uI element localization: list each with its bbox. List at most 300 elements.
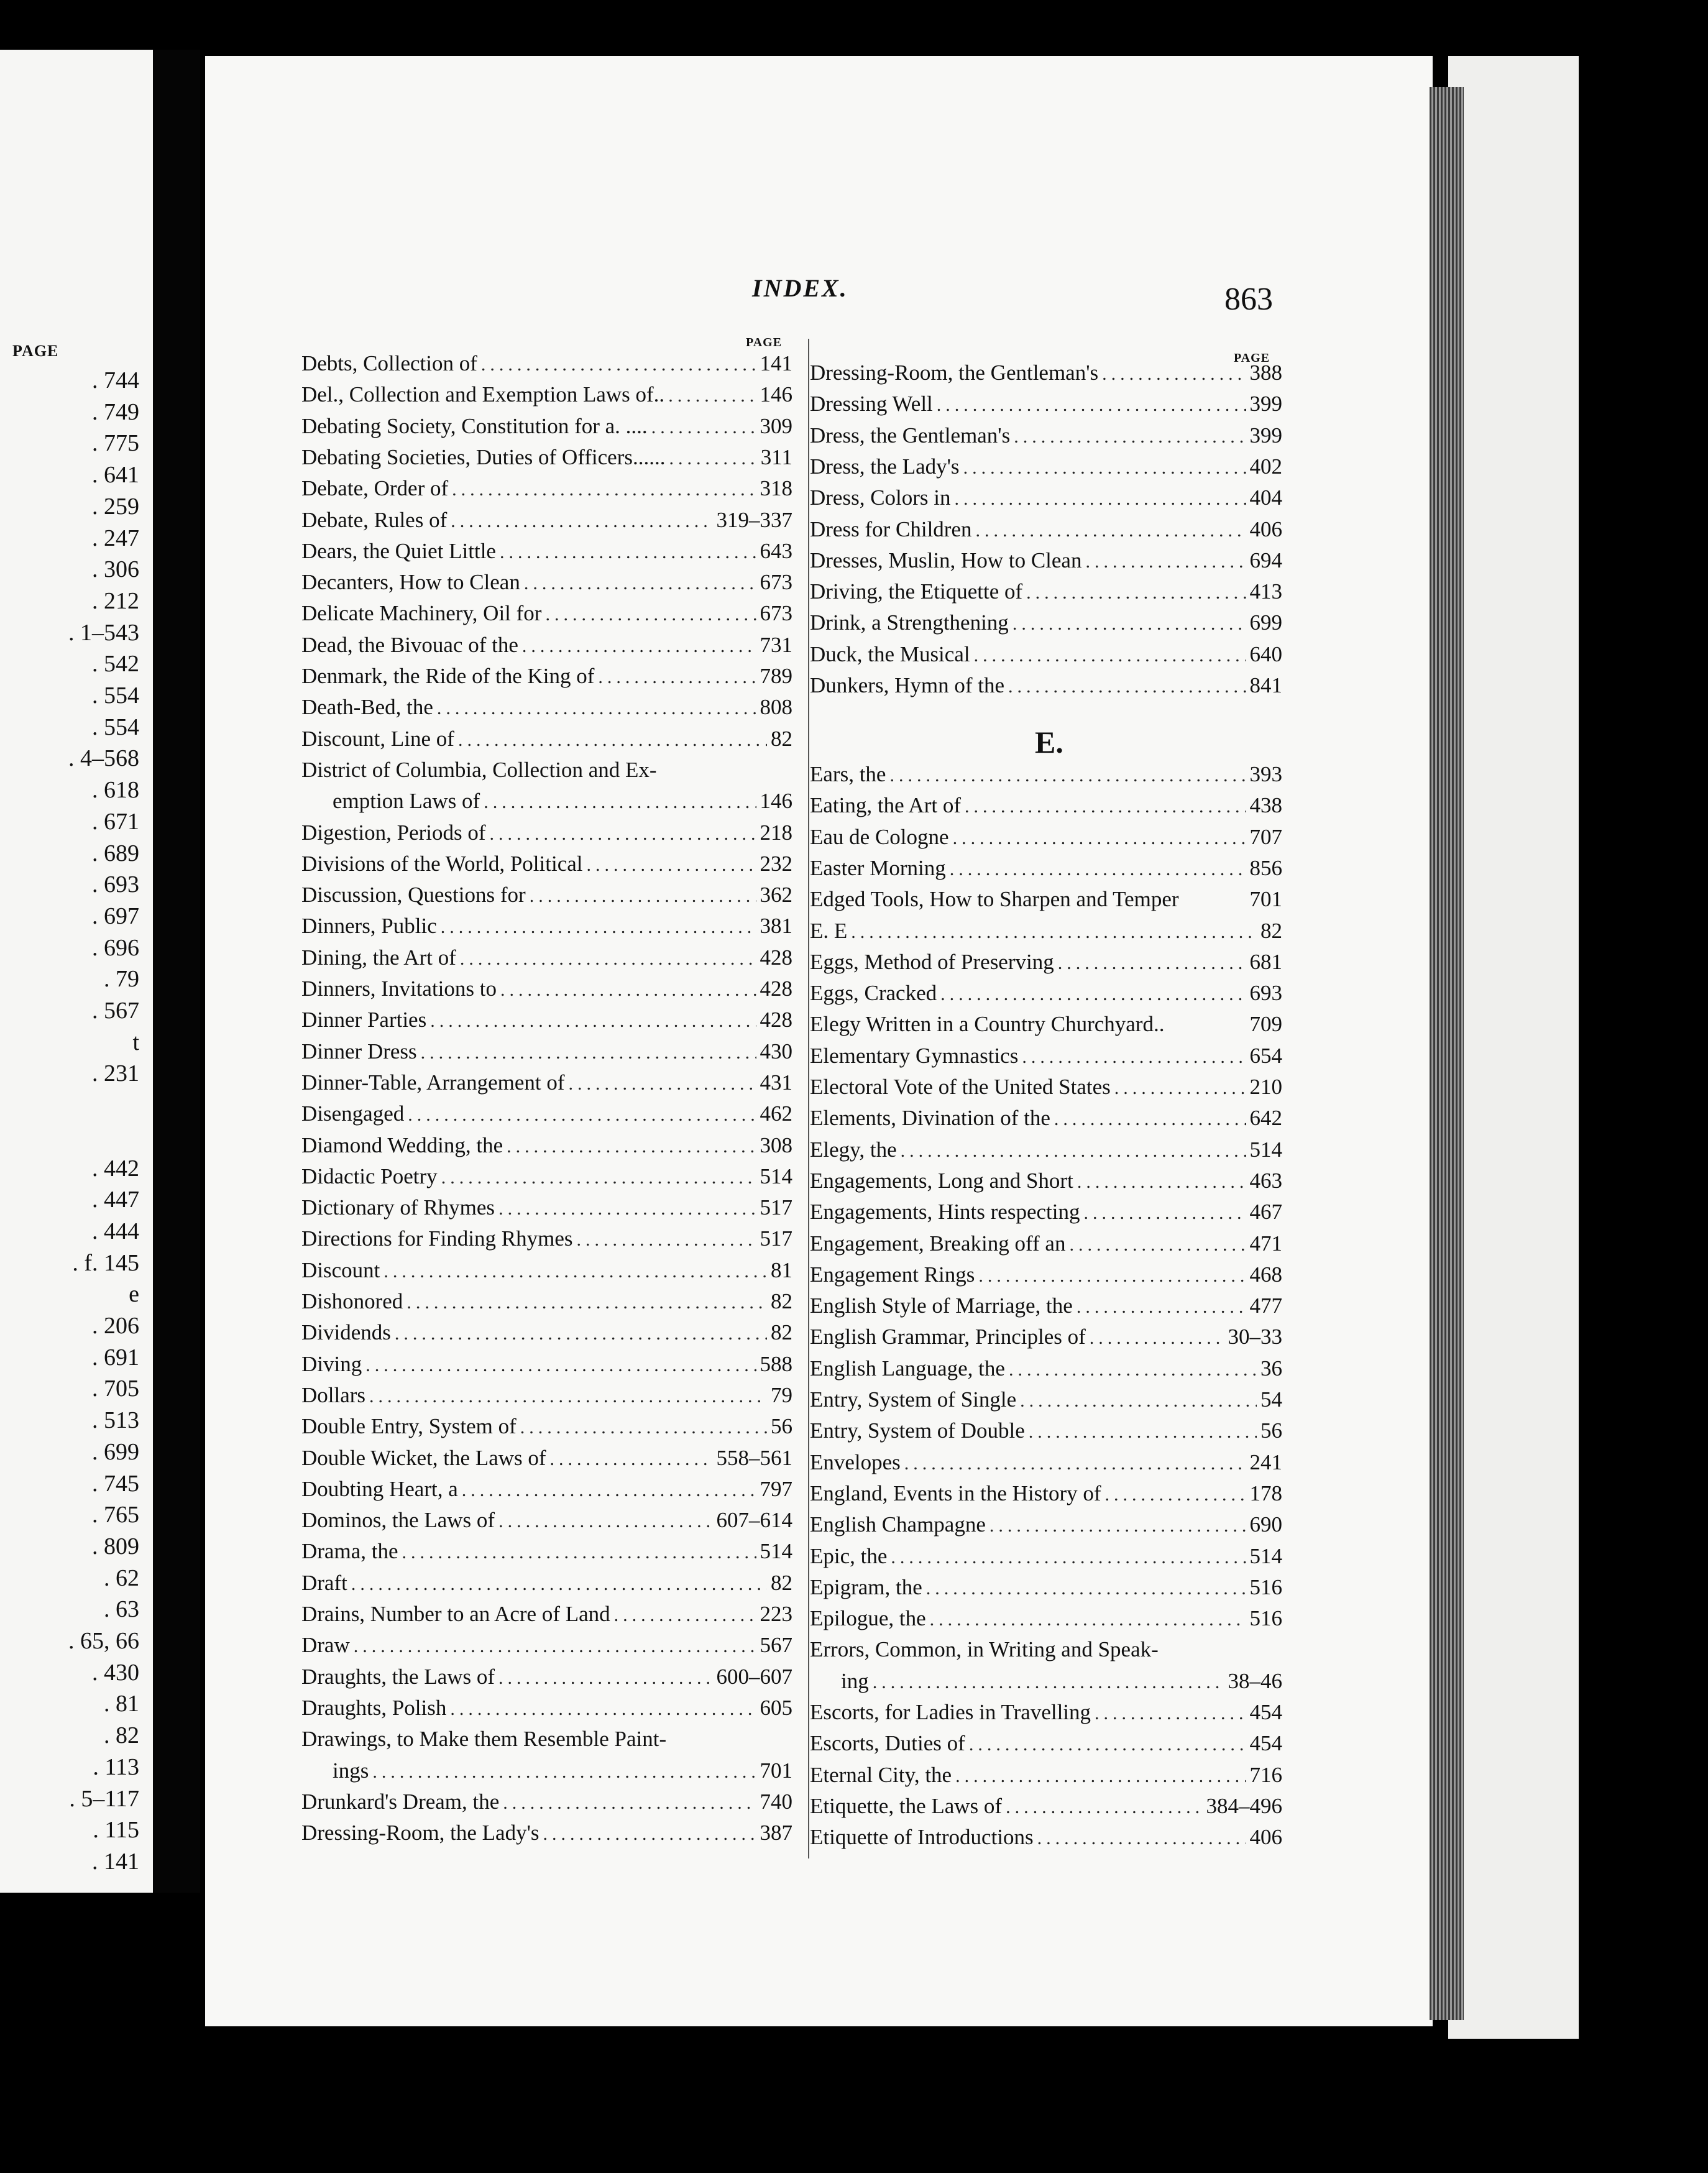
entry-label: Easter Morning xyxy=(810,855,946,880)
dot-leader xyxy=(408,1100,756,1131)
index-entry xyxy=(810,639,1282,670)
index-entry xyxy=(301,973,792,1004)
entry-page-number: 517 xyxy=(760,1195,792,1220)
dot-leader xyxy=(452,474,756,505)
index-entry xyxy=(810,1728,1282,1759)
entry-page-number: 428 xyxy=(760,945,792,970)
entry-label: Etiquette, the Laws of xyxy=(810,1793,1003,1818)
facing-page-number: . f. 145 xyxy=(72,1249,139,1276)
dot-leader xyxy=(437,693,756,724)
dot-leader xyxy=(1083,1198,1246,1229)
entry-page-number: 399 xyxy=(1249,392,1282,416)
entry-page-number: 406 xyxy=(1249,517,1282,541)
entry-label: Drink, a Strengthening xyxy=(810,610,1009,635)
facing-page-number: . 113 xyxy=(93,1753,139,1780)
entry-page-number: 467 xyxy=(1249,1200,1282,1224)
index-entry xyxy=(810,916,1282,947)
dot-leader xyxy=(520,1412,767,1443)
dot-leader xyxy=(490,819,756,850)
dot-leader xyxy=(1037,1823,1246,1854)
index-entry xyxy=(810,1009,1282,1040)
dot-leader xyxy=(587,850,756,881)
entry-page-number: 841 xyxy=(1249,673,1282,697)
index-entry xyxy=(301,1568,792,1599)
facing-page-number: . 141 xyxy=(92,1848,139,1875)
facing-page-number: . 430 xyxy=(92,1659,139,1686)
index-entry xyxy=(810,1634,1282,1665)
dot-leader xyxy=(889,760,1246,791)
facing-page-number: . 542 xyxy=(92,651,139,678)
entry-label: Debating Societies, Duties of Officers...... xyxy=(301,444,666,469)
dot-leader xyxy=(976,515,1246,546)
dot-leader xyxy=(937,390,1246,421)
entry-label: Delicate Machinery, Oil for xyxy=(301,601,542,626)
dot-leader xyxy=(430,1006,756,1037)
entry-label: Didactic Poetry xyxy=(301,1164,438,1188)
entry-page-number: 808 xyxy=(760,695,792,720)
facing-page-number: . 809 xyxy=(92,1533,139,1560)
dot-leader xyxy=(950,854,1246,885)
facing-page-number: . 513 xyxy=(92,1407,139,1434)
entry-label: Drunkard's Dream, the xyxy=(301,1789,500,1814)
entry-page-number: 699 xyxy=(1249,610,1282,635)
dot-leader xyxy=(503,1788,756,1819)
entry-page-number: 588 xyxy=(760,1351,792,1376)
facing-page-number: . 212 xyxy=(92,587,139,614)
index-entry xyxy=(301,379,792,410)
dot-leader xyxy=(500,975,756,1006)
dot-leader xyxy=(421,1037,756,1068)
entry-page-number: 82 xyxy=(771,1570,792,1595)
index-entry xyxy=(810,1572,1282,1603)
entry-label: Discount, Line of xyxy=(301,726,454,751)
facing-page-number: . 744 xyxy=(92,367,139,393)
index-entry xyxy=(810,1666,1282,1697)
entry-label: Debate, Rules of xyxy=(301,507,448,532)
dot-leader xyxy=(484,787,756,818)
entry-label: Elementary Gymnastics xyxy=(810,1043,1019,1068)
dot-leader xyxy=(369,1381,767,1412)
entry-label: Debate, Order of xyxy=(301,476,449,501)
entry-page-number: 430 xyxy=(760,1039,792,1064)
index-entry xyxy=(301,880,792,911)
entry-label: Discount xyxy=(301,1257,380,1282)
entry-page-number: 30–33 xyxy=(1228,1325,1282,1349)
entry-label: England, Events in the History of xyxy=(810,1481,1101,1505)
entry-page-number: 218 xyxy=(760,820,792,845)
facing-page-number: . 306 xyxy=(92,556,139,583)
index-entry xyxy=(301,817,792,848)
dot-leader xyxy=(1085,546,1246,577)
dot-leader xyxy=(1095,1698,1246,1729)
dot-leader xyxy=(543,1819,756,1850)
dot-leader xyxy=(383,1256,767,1287)
entry-label: Dishonored xyxy=(301,1289,403,1313)
entry-label: Electoral Vote of the United States xyxy=(810,1075,1111,1099)
index-entry xyxy=(810,1822,1282,1853)
facing-page-number: . 671 xyxy=(92,808,139,835)
entry-page-number: 81 xyxy=(771,1257,792,1282)
index-entry xyxy=(301,1286,792,1317)
entry-page-number: 56 xyxy=(771,1414,792,1439)
index-entry xyxy=(810,978,1282,1009)
index-entry xyxy=(301,1724,792,1755)
entry-page-number: 516 xyxy=(1249,1606,1282,1631)
entry-label: Dresses, Muslin, How to Clean xyxy=(810,548,1082,572)
index-entry xyxy=(301,755,792,786)
entry-label: Dress, Colors in xyxy=(810,485,951,510)
facing-page-number: . 567 xyxy=(92,998,139,1024)
index-entry xyxy=(810,1103,1282,1134)
entry-page-number: 673 xyxy=(760,570,792,595)
index-entry xyxy=(810,420,1282,451)
facing-page-number: . 693 xyxy=(92,871,139,898)
dot-leader xyxy=(500,537,756,568)
index-entry xyxy=(810,670,1282,701)
dot-leader xyxy=(458,725,767,756)
dot-leader xyxy=(1090,1323,1224,1354)
dot-leader xyxy=(873,1667,1224,1698)
dot-leader xyxy=(462,1475,756,1506)
entry-page-number: 36 xyxy=(1260,1356,1282,1381)
dot-leader xyxy=(1077,1167,1246,1198)
facing-page-number: . 749 xyxy=(92,398,139,425)
entry-page-number: 690 xyxy=(1249,1512,1282,1537)
index-entry xyxy=(810,853,1282,884)
entry-label: Eggs, Method of Preserving xyxy=(810,949,1054,974)
section-letter-e: E. xyxy=(1035,725,1063,760)
entry-page-number: 643 xyxy=(760,538,792,563)
entry-page-number: 514 xyxy=(1249,1137,1282,1162)
entry-label: Discussion, Questions for xyxy=(301,883,526,907)
index-entry xyxy=(301,724,792,755)
index-entry xyxy=(810,545,1282,576)
entry-label: Draughts, the Laws of xyxy=(301,1664,495,1689)
entry-page-number: 654 xyxy=(1249,1043,1282,1068)
entry-page-number: 797 xyxy=(760,1476,792,1501)
facing-page-number: . 554 xyxy=(92,714,139,740)
dot-leader xyxy=(451,506,712,537)
dot-leader xyxy=(545,599,756,630)
entry-label: emption Laws of xyxy=(333,789,480,814)
index-entry xyxy=(301,1380,792,1411)
entry-label: District of Columbia, Collection and Ex- xyxy=(301,757,657,782)
entry-label: Dinner Parties xyxy=(301,1008,427,1032)
entry-label: Dressing-Room, the Gentleman's xyxy=(810,361,1099,385)
entry-page-number: 232 xyxy=(760,851,792,876)
facing-page-number: . 79 xyxy=(104,966,139,993)
entry-page-number: 471 xyxy=(1249,1231,1282,1256)
dot-leader xyxy=(1012,609,1246,640)
dot-leader xyxy=(965,791,1246,822)
entry-page-number: 223 xyxy=(760,1602,792,1626)
entry-page-number: 673 xyxy=(760,601,792,626)
index-entry xyxy=(810,822,1282,853)
next-page-edge xyxy=(1448,56,1579,2039)
facing-page-number: . 4–568 xyxy=(68,745,139,772)
entry-label: Dressing Well xyxy=(810,392,933,416)
entry-label: Engagements, Hints respecting xyxy=(810,1200,1080,1224)
dot-leader xyxy=(668,380,756,411)
dot-leader xyxy=(1102,359,1246,390)
entry-page-number: 388 xyxy=(1249,361,1282,385)
entry-page-number: 319–337 xyxy=(716,507,792,532)
index-entry xyxy=(810,1228,1282,1259)
entry-page-number: 462 xyxy=(760,1101,792,1126)
dot-leader xyxy=(1008,671,1246,702)
dot-leader xyxy=(1077,1292,1246,1323)
index-entry xyxy=(301,505,792,536)
index-entry xyxy=(810,884,1282,915)
index-entry xyxy=(810,482,1282,513)
facing-page-number: . 259 xyxy=(92,493,139,520)
entry-label: Ears, the xyxy=(810,762,886,786)
dot-leader xyxy=(1022,1042,1246,1073)
entry-label: Entry, System of Double xyxy=(810,1418,1025,1443)
entry-page-number: 701 xyxy=(760,1758,792,1783)
entry-page-number: 514 xyxy=(760,1164,792,1188)
facing-page-number: . 442 xyxy=(92,1155,139,1182)
index-entry xyxy=(301,1536,792,1567)
index-entry xyxy=(301,1161,792,1192)
entry-page-number: 431 xyxy=(760,1070,792,1095)
entry-page-number: 82 xyxy=(1260,918,1282,943)
dot-leader xyxy=(1014,421,1246,453)
entry-label: Dinners, Public xyxy=(301,914,437,939)
entry-label: Etiquette of Introductions xyxy=(810,1825,1034,1850)
facing-page-number: . 206 xyxy=(92,1313,139,1339)
entry-label: Engagement, Breaking off an xyxy=(810,1231,1066,1256)
facing-page-number: . 689 xyxy=(92,840,139,866)
entry-page-number: 693 xyxy=(1249,981,1282,1006)
dot-leader xyxy=(365,1350,756,1381)
index-entry xyxy=(301,786,792,817)
entry-page-number: 399 xyxy=(1249,423,1282,448)
entry-page-number: 38–46 xyxy=(1228,1668,1282,1693)
dot-leader xyxy=(904,1448,1246,1479)
dot-leader xyxy=(550,1444,713,1475)
entry-page-number: 642 xyxy=(1249,1106,1282,1131)
entry-label: Double Entry, System of xyxy=(301,1414,517,1439)
index-entry xyxy=(301,1505,792,1536)
entry-page-number: 517 xyxy=(760,1226,792,1251)
dot-leader xyxy=(926,1573,1246,1604)
index-entry xyxy=(301,1411,792,1442)
entry-page-number: 82 xyxy=(771,726,792,751)
facing-page-fragment xyxy=(0,50,153,1893)
index-entry xyxy=(810,1321,1282,1353)
entry-label: Debating Society, Constitution for a. .... xyxy=(301,413,648,438)
entry-label: Dress, the Lady's xyxy=(810,454,960,479)
dot-leader xyxy=(930,1604,1246,1635)
index-entry xyxy=(301,1036,792,1067)
dot-leader xyxy=(577,1224,756,1256)
entry-page-number: 146 xyxy=(760,382,792,407)
index-entry xyxy=(301,411,792,442)
index-entry xyxy=(301,1755,792,1786)
index-entry xyxy=(810,1697,1282,1728)
entry-label: Dunkers, Hymn of the xyxy=(810,673,1005,697)
index-entry xyxy=(301,1630,792,1661)
index-entry xyxy=(301,661,792,692)
index-entry xyxy=(810,1353,1282,1384)
dot-leader xyxy=(1069,1229,1246,1261)
index-entry xyxy=(810,1134,1282,1165)
index-entry xyxy=(301,1067,792,1098)
entry-page-number: 514 xyxy=(760,1539,792,1564)
entry-label: Drama, the xyxy=(301,1539,398,1564)
index-entry xyxy=(301,1004,792,1036)
dot-leader xyxy=(955,484,1246,515)
entry-label: Engagements, Long and Short xyxy=(810,1168,1073,1193)
dot-leader xyxy=(1054,1104,1246,1135)
entry-page-number: 318 xyxy=(760,476,792,501)
entry-label: Del., Collection and Exemption Laws of.. xyxy=(301,382,665,407)
dot-leader xyxy=(940,979,1246,1010)
facing-page-number: . 699 xyxy=(92,1438,139,1465)
entry-label: Driving, the Etiquette of xyxy=(810,579,1023,604)
column2-page-header: PAGE xyxy=(1234,351,1270,365)
dot-leader xyxy=(1105,1479,1246,1510)
index-entry xyxy=(810,388,1282,420)
entry-label: Diving xyxy=(301,1351,362,1376)
facing-page-number: . 697 xyxy=(92,903,139,929)
entry-label: Dictionary of Rhymes xyxy=(301,1195,495,1220)
index-entry xyxy=(810,1791,1282,1822)
entry-page-number: 438 xyxy=(1249,793,1282,818)
entry-page-number: 384–496 xyxy=(1206,1793,1282,1818)
index-entry xyxy=(301,1786,792,1817)
facing-page-header: PAGE xyxy=(12,342,59,360)
entry-label: Dead, the Bivouac of the xyxy=(301,632,518,657)
index-entry xyxy=(301,1693,792,1724)
entry-page-number: 413 xyxy=(1249,579,1282,604)
dot-leader xyxy=(1114,1073,1246,1104)
entry-page-number: 387 xyxy=(760,1821,792,1845)
dot-leader xyxy=(974,640,1246,671)
entry-label: Escorts, Duties of xyxy=(810,1731,965,1756)
dot-leader xyxy=(598,662,756,693)
entry-label: Draughts, Polish xyxy=(301,1695,447,1720)
entry-page-number: 428 xyxy=(760,1008,792,1032)
facing-page-number: e xyxy=(129,1281,139,1308)
dot-leader xyxy=(989,1510,1246,1541)
entry-label: Edged Tools, How to Sharpen and Temper xyxy=(810,887,1179,912)
index-entry xyxy=(301,911,792,942)
dot-leader xyxy=(441,1162,756,1193)
index-entry xyxy=(301,1349,792,1380)
dot-leader xyxy=(354,1631,756,1662)
index-entry xyxy=(301,442,792,473)
dot-leader xyxy=(460,944,756,975)
index-entry xyxy=(810,451,1282,482)
dot-leader xyxy=(1029,1417,1257,1448)
column-divider xyxy=(808,339,809,1858)
entry-page-number: 141 xyxy=(760,351,792,375)
dot-leader xyxy=(524,568,756,599)
dot-leader xyxy=(507,1131,756,1162)
dot-leader xyxy=(1058,948,1246,979)
index-entry xyxy=(810,1478,1282,1509)
index-entry xyxy=(810,1259,1282,1290)
index-entry xyxy=(810,790,1282,821)
entry-label: Elegy Written in a Country Churchyard.. xyxy=(810,1012,1165,1037)
entry-page-number: 716 xyxy=(1249,1762,1282,1787)
dot-leader xyxy=(402,1537,756,1568)
index-entry xyxy=(810,607,1282,638)
facing-page-number: . 641 xyxy=(92,462,139,489)
entry-page-number: 477 xyxy=(1249,1293,1282,1318)
dot-leader xyxy=(441,912,756,943)
dot-leader xyxy=(851,917,1257,948)
dot-leader xyxy=(901,1136,1246,1167)
entry-page-number: 381 xyxy=(760,914,792,939)
entry-label: E. E xyxy=(810,918,848,943)
entry-page-number: 309 xyxy=(760,413,792,438)
entry-page-number: 428 xyxy=(760,976,792,1001)
entry-label: Death-Bed, the xyxy=(301,695,433,720)
entry-page-number: 454 xyxy=(1249,1700,1282,1724)
entry-page-number: 681 xyxy=(1249,949,1282,974)
page-stack-edges xyxy=(1430,87,1464,2020)
dot-leader xyxy=(978,1261,1246,1292)
entry-label: Epigram, the xyxy=(810,1574,922,1599)
entry-label: Duck, the Musical xyxy=(810,641,970,666)
index-entry xyxy=(301,1317,792,1348)
entry-label: Debts, Collection of xyxy=(301,351,477,375)
entry-label: Drains, Number to an Acre of Land xyxy=(301,1602,610,1626)
dot-leader xyxy=(450,1694,756,1725)
index-entry xyxy=(810,1290,1282,1321)
dot-leader xyxy=(481,349,756,380)
index-entry xyxy=(810,514,1282,545)
index-entry xyxy=(810,576,1282,607)
entry-label: English Style of Marriage, the xyxy=(810,1293,1073,1318)
facing-page-number: . 1–543 xyxy=(68,619,139,646)
index-entry xyxy=(810,1165,1282,1197)
entry-page-number: 454 xyxy=(1249,1731,1282,1756)
entry-page-number: 701 xyxy=(1249,887,1282,912)
entry-page-number: 404 xyxy=(1249,485,1282,510)
entry-label: Eternal City, the xyxy=(810,1762,952,1787)
entry-label: Dress for Children xyxy=(810,517,972,541)
entry-page-number: 707 xyxy=(1249,824,1282,849)
index-entry xyxy=(301,348,792,379)
entry-label: Dividends xyxy=(301,1320,391,1345)
entry-page-number: 210 xyxy=(1249,1075,1282,1099)
facing-page-number: . 447 xyxy=(92,1187,139,1213)
dot-leader xyxy=(953,823,1246,854)
dot-leader xyxy=(669,443,756,474)
index-entry xyxy=(301,1255,792,1286)
facing-page-number: . 444 xyxy=(92,1218,139,1244)
entry-label: Epilogue, the xyxy=(810,1606,926,1631)
entry-label: Eggs, Cracked xyxy=(810,981,937,1006)
entry-page-number: 856 xyxy=(1249,855,1282,880)
index-entry xyxy=(301,1192,792,1223)
dot-leader xyxy=(1020,1385,1257,1417)
entry-page-number: 731 xyxy=(760,632,792,657)
facing-page-number: . 696 xyxy=(92,934,139,961)
entry-label: Decanters, How to Clean xyxy=(301,570,520,595)
dot-leader xyxy=(891,1542,1246,1573)
index-entry xyxy=(810,1384,1282,1415)
index-entry xyxy=(301,1223,792,1254)
facing-page-number: . 765 xyxy=(92,1502,139,1528)
index-entry xyxy=(301,1130,792,1161)
facing-page-number: . 231 xyxy=(92,1060,139,1087)
entry-page-number: 514 xyxy=(1249,1543,1282,1568)
